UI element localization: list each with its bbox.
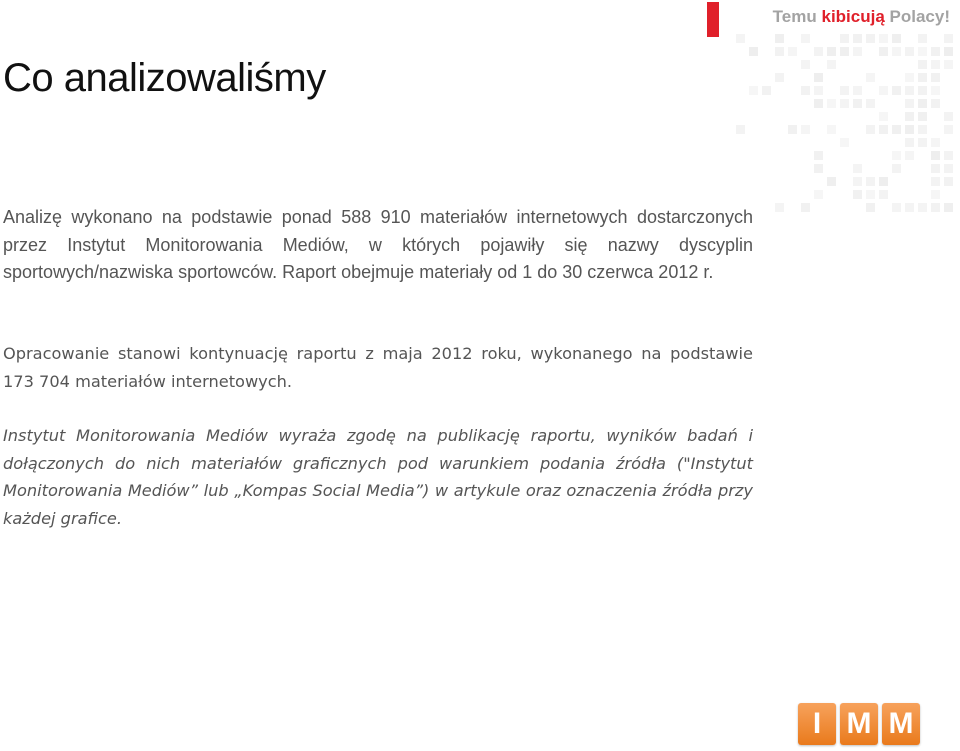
mosaic-square [931, 60, 940, 69]
mosaic-square [827, 99, 836, 108]
mosaic-square [944, 112, 953, 121]
mosaic-square [944, 177, 953, 186]
mosaic-square [866, 34, 875, 43]
mosaic-square [775, 47, 784, 56]
mosaic-square [853, 34, 862, 43]
mosaic-square [866, 73, 875, 82]
mosaic-square [866, 177, 875, 186]
mosaic-square [931, 151, 940, 160]
mosaic-square [827, 47, 836, 56]
mosaic-square [814, 73, 823, 82]
mosaic-square [918, 34, 927, 43]
mosaic-square [892, 86, 901, 95]
mosaic-square [879, 34, 888, 43]
mosaic-square [840, 86, 849, 95]
mosaic-square [788, 47, 797, 56]
decorative-mosaic [710, 34, 960, 224]
mosaic-square [827, 125, 836, 134]
mosaic-square [801, 34, 810, 43]
mosaic-square [892, 164, 901, 173]
mosaic-square [905, 125, 914, 134]
mosaic-square [944, 125, 953, 134]
mosaic-square [892, 125, 901, 134]
mosaic-square [892, 203, 901, 212]
mosaic-square [879, 177, 888, 186]
mosaic-square [814, 151, 823, 160]
mosaic-square [905, 47, 914, 56]
mosaic-square [775, 73, 784, 82]
mosaic-square [944, 203, 953, 212]
mosaic-square [892, 34, 901, 43]
mosaic-square [892, 47, 901, 56]
mosaic-square [775, 34, 784, 43]
mosaic-square [905, 151, 914, 160]
mosaic-square [866, 125, 875, 134]
mosaic-square [801, 125, 810, 134]
mosaic-square [827, 60, 836, 69]
mosaic-square [840, 138, 849, 147]
mosaic-square [931, 47, 940, 56]
mosaic-square [918, 86, 927, 95]
mosaic-square [736, 125, 745, 134]
imm-logo [798, 703, 920, 745]
mosaic-square [944, 47, 953, 56]
mosaic-square [853, 164, 862, 173]
mosaic-square [918, 99, 927, 108]
mosaic-square [918, 125, 927, 134]
mosaic-square [931, 99, 940, 108]
mosaic-square [905, 203, 914, 212]
mosaic-square [853, 86, 862, 95]
mosaic-square [801, 60, 810, 69]
mosaic-square [931, 86, 940, 95]
analysis-scope-paragraph: Analizę wykonano na podstawie ponad 588 910 materiałów internetowych dostarczonych przez Instytut Monitorowania Mediów, w których pojawiły się nazwy dyscyplin sportowych/nazwiska sportowców. Raport obejmuje materiały od 1 do 30 czerwca 2012 r. [3, 207, 753, 282]
tagline [773, 7, 950, 27]
continuation-paragraph: Opracowanie stanowi kontynuację raportu z maja 2012 roku, wykonanego na podstawie 173 704 materiałów internetowych. [3, 344, 753, 391]
mosaic-square [814, 190, 823, 199]
mosaic-square [918, 73, 927, 82]
mosaic-square [918, 60, 927, 69]
mosaic-square [892, 151, 901, 160]
mosaic-square [905, 73, 914, 82]
mosaic-square [905, 138, 914, 147]
mosaic-square [918, 203, 927, 212]
mosaic-square [879, 190, 888, 199]
mosaic-square [879, 125, 888, 134]
mosaic-square [801, 203, 810, 212]
mosaic-square [931, 203, 940, 212]
mosaic-square [905, 112, 914, 121]
mosaic-square [944, 34, 953, 43]
slide-title: Co analizowaliśmy [3, 56, 326, 100]
mosaic-square [749, 47, 758, 56]
mosaic-square [931, 190, 940, 199]
mosaic-square [879, 47, 888, 56]
mosaic-square [853, 99, 862, 108]
mosaic-square [736, 34, 745, 43]
mosaic-square [801, 86, 810, 95]
mosaic-square [879, 112, 888, 121]
mosaic-square [931, 177, 940, 186]
permission-paragraph: Instytut Monitorowania Mediów wyraża zgodę na publikację raportu, wyników badań i dołączonych do nich materiałów graficznych pod warunkiem podania źródła ("Instytut Monitorowania Mediów” lub „Kompas Social Media”) w artykule oraz oznaczenia źródła przy każdej grafice. [3, 426, 753, 528]
mosaic-square [749, 86, 758, 95]
mosaic-square [762, 86, 771, 95]
mosaic-square [866, 99, 875, 108]
mosaic-square [931, 138, 940, 147]
logo-tile-i: I [798, 703, 836, 745]
mosaic-square [918, 112, 927, 121]
mosaic-square [814, 47, 823, 56]
mosaic-square [814, 99, 823, 108]
mosaic-square [931, 73, 940, 82]
mosaic-square [853, 47, 862, 56]
logo-tile-m1: M [840, 703, 878, 745]
mosaic-square [866, 190, 875, 199]
mosaic-square [931, 164, 940, 173]
mosaic-square [918, 138, 927, 147]
mosaic-square [775, 203, 784, 212]
mosaic-square [853, 190, 862, 199]
mosaic-square [814, 86, 823, 95]
mosaic-square [840, 47, 849, 56]
mosaic-square [853, 177, 862, 186]
mosaic-square [788, 125, 797, 134]
mosaic-square [944, 60, 953, 69]
mosaic-square [944, 151, 953, 160]
tagline-text-accent: kibicują [821, 7, 885, 26]
mosaic-square [814, 164, 823, 173]
mosaic-square [905, 99, 914, 108]
mosaic-square [840, 99, 849, 108]
mosaic-square [827, 177, 836, 186]
tagline-accent-bar [707, 2, 719, 37]
logo-tile-m2: M [882, 703, 920, 745]
mosaic-square [840, 34, 849, 43]
mosaic-square [918, 47, 927, 56]
mosaic-square [866, 203, 875, 212]
mosaic-square [944, 164, 953, 173]
mosaic-square [905, 86, 914, 95]
tagline-text-start: Temu [772, 7, 822, 26]
mosaic-square [879, 86, 888, 95]
tagline-text-end: Polacy! [884, 7, 950, 26]
